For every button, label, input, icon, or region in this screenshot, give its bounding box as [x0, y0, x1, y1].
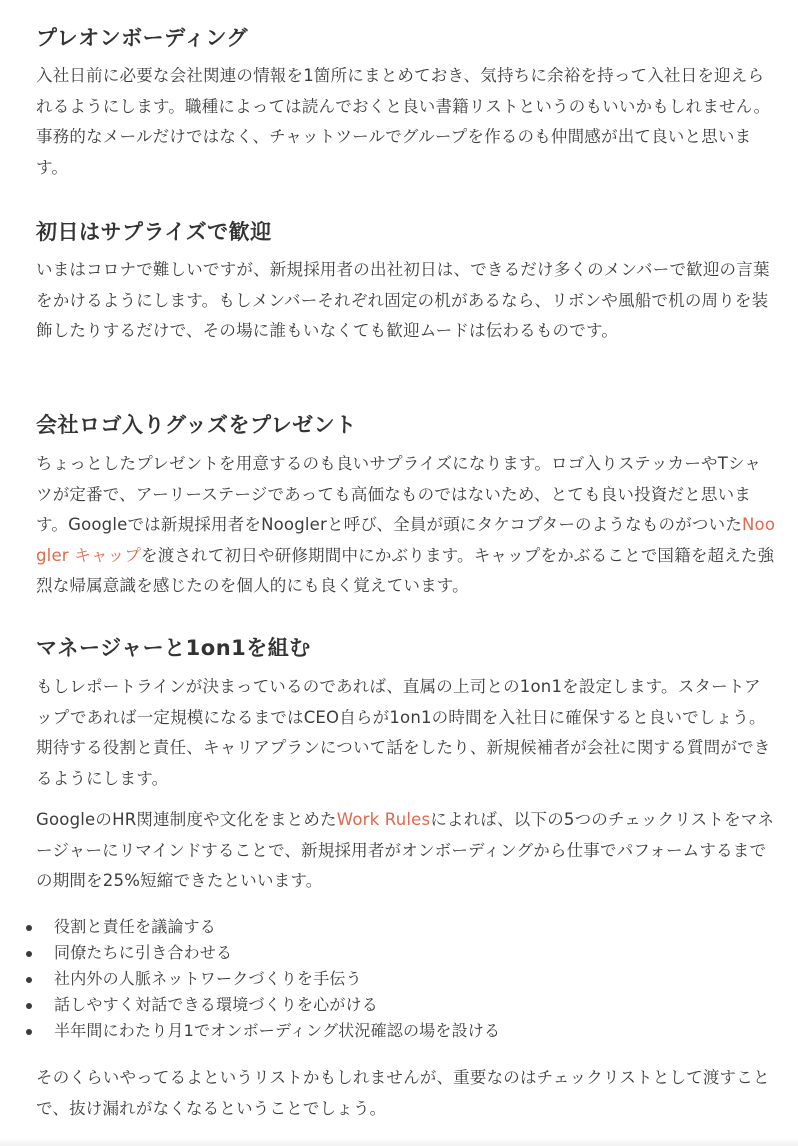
list-item: [26, 992, 500, 1018]
work-rules-link[interactable]: Work Rules: [336, 810, 431, 829]
paragraph-first-day: いまはコロナで難しいですが、新規採用者の出社初日は、できるだけ多くのメンバーで歓迎の言葉をかけるようにします。もしメンバーそれぞれ固定の机があるなら、リボンや風船で机の周りを装飾したりするだけで、その場に誰もいなくても歓迎ムードは伝わるものです。: [36, 260, 770, 340]
bullet-icon: [26, 977, 32, 983]
list-item-text: 役割と責任を議論する: [54, 917, 217, 936]
noogler-cap-link[interactable]: Noogler キャップ: [36, 515, 776, 565]
list-item-text: 社内外の人脈ネットワークづくりを手伝う: [54, 969, 362, 988]
page-bottom-divider: [0, 1138, 798, 1146]
paragraph-one-on-one: もしレポートラインが決まっているのであれば、直属の上司との1on1を設定します。スタートアップであれば一定規模になるまではCEO自らが1on1の時間を入社日に確保すると良いでしょう。期待する役割と責任、キャリアプランについて話をしたり、新規候補者が会社に関する質問ができるようにします。: [36, 677, 771, 788]
paragraph-goods-text-1: ちょっとしたプレゼントを用意するのも良いサプライズになります。ロゴ入りステッカーやTシャツが定番で、アーリーステージであっても高価なものではないため、とても良い投資だと思います。Googleでは新規採用者をNooglerと呼び、全員が頭にタケコプターのようなものがついた: [36, 454, 762, 534]
paragraph-work-rules-text-2: によれば、以下の5つのチェックリストをマネージャーにリマインドすることで、新規採用者がオンボーディングから仕事でパフォームするまでの期間を25%短縮できたといいます。: [36, 810, 775, 890]
paragraph-goods-text-2: を渡されて初日や研修期間中にかぶります。キャップをかぶることで国籍を超えた強烈な帰属意識を感じたのを個人的にも良く覚えています。: [36, 545, 775, 595]
bullet-icon: [26, 925, 32, 931]
list-item-text: 話しやすく対話できる環境づくりを心がける: [54, 995, 379, 1014]
heading-one-on-one: マネージャーと1on1を組む: [36, 636, 311, 660]
bullet-icon: [26, 1003, 32, 1009]
paragraph-work-rules-text-1: GoogleのHR関連制度や文化をまとめた: [36, 810, 337, 829]
heading-goods: 会社ロゴ入りグッズをプレゼント: [36, 413, 357, 437]
list-item: [26, 1018, 500, 1044]
heading-first-day: 初日はサプライズで歓迎: [36, 220, 272, 244]
paragraph-closing: そのくらいやってるよというリストかもしれませんが、重要なのはチェックリストとして渡すことで、抜け漏れがなくなるということでしょう。: [36, 1068, 770, 1118]
paragraph-pre-onboarding: 入社日前に必要な会社関連の情報を1箇所にまとめておき、気持ちに余裕を持って入社日を迎えられるようにします。職種によっては読んでおくと良い書籍リストというのもいいかもしれません。事務的なメールだけではなく、チャットツールでグループを作るのも仲間感が出て良いと思います。: [36, 66, 771, 177]
list-item: [26, 914, 500, 940]
list-item-text: 同僚たちに引き合わせる: [54, 943, 233, 962]
list-item: [26, 940, 500, 966]
heading-pre-onboarding: プレオンボーディング: [36, 26, 249, 50]
list-item-text: 半年間にわたり月1でオンボーディング状況確認の場を設ける: [54, 1021, 501, 1040]
bullet-icon: [26, 1029, 32, 1035]
list-item: [26, 966, 500, 992]
paragraph-work-rules: [36, 805, 776, 897]
checklist: [26, 914, 500, 1044]
paragraph-goods: [36, 449, 776, 602]
bullet-icon: [26, 951, 32, 957]
